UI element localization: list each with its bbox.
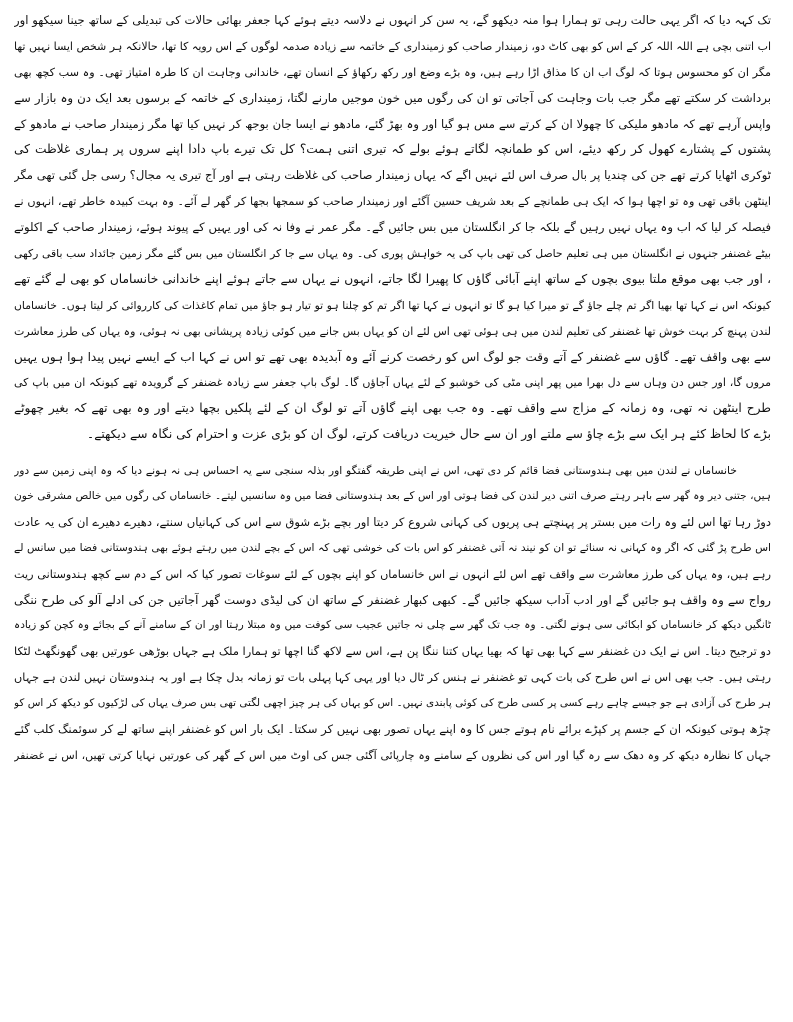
text-line: طرح اینٹھن نہ تھی، وہ زمانہ کے مزاج سے واقف تھے۔ وہ جب بھی اپنے گاؤں آتے تو لوگ ان کے لئے پلکیں بچھا دیتے اور وہ بھی تھے کہ بغیر چھوٹے: [14, 401, 771, 416]
paragraph-1: [14, 8, 771, 448]
text-line: جہاں کا نظارہ دیکھ کر وہ دھک سے رہ گیا اور اس کی نظروں کے سامنے وہ چارپائی آگئی جس کی اوٹ میں اس کے گھر کی عورتیں نہایا کرتی تھیں، اس نے غضنفر: [14, 748, 771, 762]
text-line: کیونکہ اس نے کہا تھا بھیا اگر تم چلے جاؤ گے تو میرا کیا ہو گا تو انہوں نے کہا تھا اگر تم کو چلنا ہو تو تیار ہو جاؤ میں تمام کاغذات کی کارروائی کر لیتا ہوں۔ خانساماں: [14, 298, 771, 312]
text-line: چڑھ ہوتی کیونکہ ان کے جسم پر کپڑے برائے نام ہوتے جس کا وہ اپنے یہاں تصور بھی نہیں کر سکتا۔ ایک بار اس کو غضنفر اپنے ساتھ لے کر سوئمنگ کلب گئے: [14, 722, 771, 737]
text-line: مروں گا، اور جس دن وہاں سے دل بھرا میں پھر اپنی مٹی کی خوشبو کے لئے یہاں آجاؤں گا۔ لوگ باپ جعفر سے زیادہ غضنفر کے گرویدہ تھے کیونکہ ان میں باپ کی: [14, 376, 771, 390]
text-line: ٹوکری اٹھایا کرتے تھے جن کی چندیا پر بال صرف اس لئے نہیں اگے کہ یہاں زمیندار صاحب کی غلاظت رہتی ہے اور آج تیری یہ مجال؟ رسی جل گئی تھی مگر: [14, 168, 771, 183]
text-line: اس طرح پڑ گئی کہ اگر وہ کہانی نہ سنائے تو ان کو نیند نہ آتی غضنفر کو اس بات کی خوشی تھی کہ اس کے بچے لندن میں رہتے ہوئے بھی ہندوستانی فضا میں سانس لے: [14, 541, 771, 554]
text-line: بڑے کا لحاظ کئے ہر ایک سے بڑے چاؤ سے ملتے اور ان سے حال خیریت دریافت کرتے، لوگ ان کو بڑی عزت و احترام کی نگاہ سے دیکھتے۔: [87, 427, 771, 442]
text-line: اینٹھن باقی تھی وہ تو اچھا ہوا کہ ایک ہی طمانچے کے بعد شریف حسین آگئے اور زمیندار صاحب کو سمجھا بجھا کر گھر لے آئے۔ وہ بہت کبیدہ خاطر تھے، انہوں نے: [14, 195, 771, 209]
text-line: فیصلہ کر لیا کہ اب وہ یہاں نہیں رہیں گے بلکہ جا کر انگلستان میں بس جائیں گے۔ مگر عمر نے وفا نہ کی اور یہیں کے پیوند ہوئے، زمیندار صاحب کے اکلوتے: [14, 220, 771, 235]
text-line: واپس آرہے تھے کہ مادھو ملیکی کا چھولا ان کے کرتے سے مس ہو گیا اور وہ بھڑ گئے، مادھو نے ایسا جان بوجھ کر نہیں کیا تھا مگر زمیندار صاحب نے مادھو کے: [14, 116, 771, 131]
text-line: ہر طرح کی آزادی ہے جو جیسے چاہے رہے کسی پر کسی طرح کی کوئی پابندی نہیں۔ اس کو یہاں کی ہر چیز اچھی لگتی تھی بس صرف یہاں کی لڑکیوں کو دیکھ کر اس کو: [14, 697, 771, 710]
text-line: ہیں، جتنی دیر وہ گھر سے باہر رہتے صرف اتنی دیر لندن کی فضا ہوتی اور اس کے بعد ہندوستانی فضا میں وہ سانسیں لیتے۔ خانساماں کی رگوں میں خالص مشرقی خون: [14, 490, 771, 503]
text-line: تک کہہ دیا کہ اگر یہی حالت رہی تو ہمارا ہوا منہ دیکھو گے، یہ سن کر انہوں نے دلاسہ دیتے ہوئے کہا جعفر بھائی حالات کی تبدیلی کے ساتھ جینا سیکھو اور: [14, 13, 771, 27]
text-line: دو ترجیح دیتا۔ اس نے ایک دن غضنفر سے کہا بھی تھا کہ بھیا یہاں کتنا ننگا پن ہے، اس سے لاکھ گنا اچھا تو ہمارا ملک ہے جہاں بوڑھی عورتیں بھی گھونگھٹ لٹکا: [14, 644, 771, 659]
text-line: خانساماں نے لندن میں بھی ہندوستانی فضا قائم کر دی تھی، اس نے اپنی طریقہ گفتگو اور بذلہ سنجی سے یہ احساس ہی نہ ہونے دیا کہ وہ اپنی زمین سے دور: [14, 464, 737, 478]
text-line: پشتوں کے پشتارے کھول کر رکھ دیئے، اس کو طمانچہ لگاتے ہوئے بولے کہ تیری اتنی ہمت؟ کل تک تیرے باپ دادا اپنے سروں پر ہماری غلاظت کی: [14, 142, 771, 157]
text-line: دوڑ رہا تھا اس لئے وہ رات میں بستر پر پہنچتے ہی پریوں کی کہانی شروع کر دیتا اور بچے بڑے شوق سے اس کی کہانیاں سنتے، دھیرے دھیرے ان کی یہ عادت: [14, 514, 771, 529]
text-line: سے بھی واقف تھے۔ گاؤں سے غضنفر کے آتے وقت جو لوگ اس کو رخصت کرنے آئے وہ آبدیدہ بھی تھے تو اس نے کہا اب کے ایسے نہیں پیدا ہوا ہوں یہیں: [14, 349, 771, 364]
paragraph-gap: [14, 448, 771, 458]
text-line: رہے ہیں، وہ یہاں کی طرز معاشرت سے واقف تھے اس لئے انہوں نے اس خانساماں کو اپنے بچوں کے لئے سوغات تصور کیا کہ اس کے دم سے کچھ ہندوستانی ریت: [14, 567, 771, 581]
text-line: اب اتنی بچی ہے اللہ اللہ کر کے اس کو بھی کاٹ دو، زمیندار صاحب کو زمینداری کے خاتمہ سے زیادہ صدمہ لوگوں کے اس رویہ کا تھا، حالانکہ ہر شخص ایسا نہیں تھا: [14, 39, 771, 53]
text-line: بیٹے غضنفر جنہوں نے انگلستان میں ہی تعلیم حاصل کی تھی باپ کی یہ خواہش پوری کی۔ وہ یہاں سے جا کر انگلستان میں بس گئے مگر زمین جائداد سب باقی رکھی: [14, 247, 771, 261]
text-line: رہتی ہیں۔ جب بھی اس نے اس طرح کی بات کہی تو غضنفر نے ہنس کر ٹال دیا اور یہی کہا پہلی بات تو زمانہ بدل چکا ہے اور یہ ہندوستان نہیں لندن ہے جہاں: [14, 671, 771, 685]
text-line: مگر ان کو محسوس ہوتا کہ لوگ اب ان کا مذاق اڑا رہے ہیں، وہ بڑے وضع اور رکھ رکھاؤ کے انسان تھے، خاندانی وجاہت ان کا طرہ امتیاز تھی۔ وہ سب کچھ بھی: [14, 65, 771, 79]
text-line: رواج سے وہ واقف ہو جائیں گے اور ادب آداب سیکھ جائیں گے۔ کبھی کبھار غضنفر کے ساتھ ان کی لیڈی دوست گھر آجاتیں جن کی ادلے آلو کی طرح ننگی: [14, 592, 771, 607]
paragraph-2: [14, 458, 771, 769]
text-line: ، اور جب بھی موقع ملتا بیوی بچوں کے ساتھ اپنے آبائی گاؤں کا پھیرا لگا جاتے، انہوں نے یہاں سے جاتے ہوئے اپنے خاندانی خانساماں کو بھی لے گئے تھے: [14, 271, 771, 286]
text-line: لندن پہنچ کر بہت خوش تھا غضنفر کی تعلیم لندن میں ہی ہوئی تھی اس لئے ان کو یہاں بس جانے میں کوئی زیادہ پریشانی بھی نہ ہوئی، وہ یہاں کی طرز معاشرت: [14, 324, 771, 338]
text-line: ٹانگیں دیکھ کر خانساماں کو ابکائی سی ہونے لگتی۔ وہ جب تک گھر سے چلی نہ جاتیں عجیب سی کوفت میں وہ مبتلا رہتا اور ان کے سامنے آنے کے بجائے وہ کچن کو زیادہ: [14, 619, 771, 632]
text-line: برداشت کر سکتے تھے مگر جب بات وجاہت کی آجاتی تو ان کی رگوں میں خون موجیں مارنے لگتا، زمینداری کے خاتمہ کے برسوں بعد ایک دن وہ بازار سے: [14, 90, 771, 105]
